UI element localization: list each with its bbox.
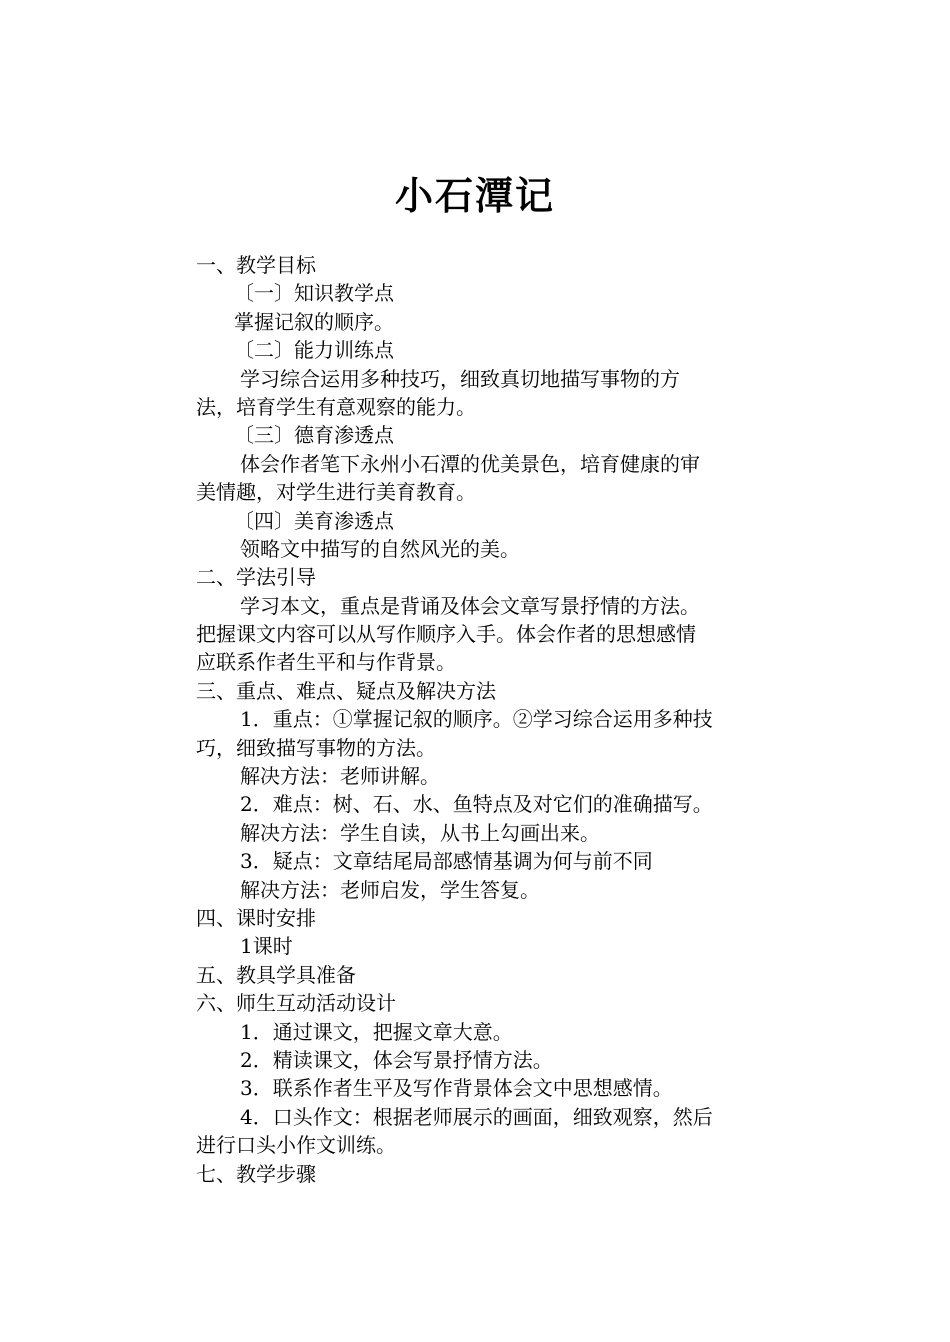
text-line: 解决方法：老师讲解。 <box>240 764 440 789</box>
text-line: 四、课时安排 <box>196 905 316 930</box>
text-line: 掌握记叙的顺序。 <box>234 309 394 334</box>
text-line: 2．难点：树、石、水、鱼特点及对它们的准确描写。 <box>240 792 713 817</box>
text-line: 学习综合运用多种技巧，细致真切地描写事物的方 <box>240 366 680 391</box>
text-line: 3．联系作者生平及写作背景体会文中思想感情。 <box>240 1076 673 1101</box>
text-line: 法，培育学生有意观察的能力。 <box>196 394 476 419</box>
text-line: 三、重点、难点、疑点及解决方法 <box>196 678 496 703</box>
text-line: 3．疑点：文章结尾局部感情基调为何与前不同 <box>240 849 653 874</box>
text-line: 五、教具学具准备 <box>196 962 356 987</box>
text-line: 体会作者笔下永州小石潭的优美景色，培育健康的审 <box>240 451 700 476</box>
text-line: 六、师生互动活动设计 <box>196 991 396 1016</box>
text-line: 七、教学步骤 <box>196 1161 316 1186</box>
document-title: 小石潭记 <box>394 173 555 218</box>
text-line: 一、教学目标 <box>196 253 316 277</box>
text-line: 4．口头作文：根据老师展示的画面，细致观察，然后 <box>240 1104 713 1129</box>
text-line: 二、学法引导 <box>196 565 316 590</box>
text-line: 巧，细致描写事物的方法。 <box>196 735 436 760</box>
text-line: 〔二〕能力训练点 <box>234 338 394 363</box>
text-line: 应联系作者生平和与作背景。 <box>196 650 456 675</box>
text-line: 学习本文，重点是背诵及体会文章写景抒情的方法。 <box>240 593 700 618</box>
text-line: 1．通过课文，把握文章大意。 <box>240 1019 513 1044</box>
text-line: 解决方法：学生自读，从书上勾画出来。 <box>240 820 600 845</box>
text-line: 领略文中描写的自然风光的美。 <box>240 536 520 561</box>
text-line: 把握课文内容可以从写作顺序入手。体会作者的思想感情 <box>196 622 696 647</box>
text-line: 2．精读课文，体会写景抒情方法。 <box>240 1047 553 1072</box>
text-line: 〔四〕美育渗透点 <box>234 508 394 533</box>
document-body <box>196 251 756 1188</box>
text-line: 美情趣，对学生进行美育教育。 <box>196 480 476 505</box>
text-line: 1．重点：①掌握记叙的顺序。②学习综合运用多种技 <box>240 707 713 732</box>
text-line: 1课时 <box>240 934 293 959</box>
text-line: 〔一〕知识教学点 <box>234 281 394 306</box>
text-line: 进行口头小作文训练。 <box>196 1133 396 1158</box>
text-line: 〔三〕德育渗透点 <box>234 423 394 448</box>
text-line: 解决方法：老师启发，学生答复。 <box>240 877 540 902</box>
